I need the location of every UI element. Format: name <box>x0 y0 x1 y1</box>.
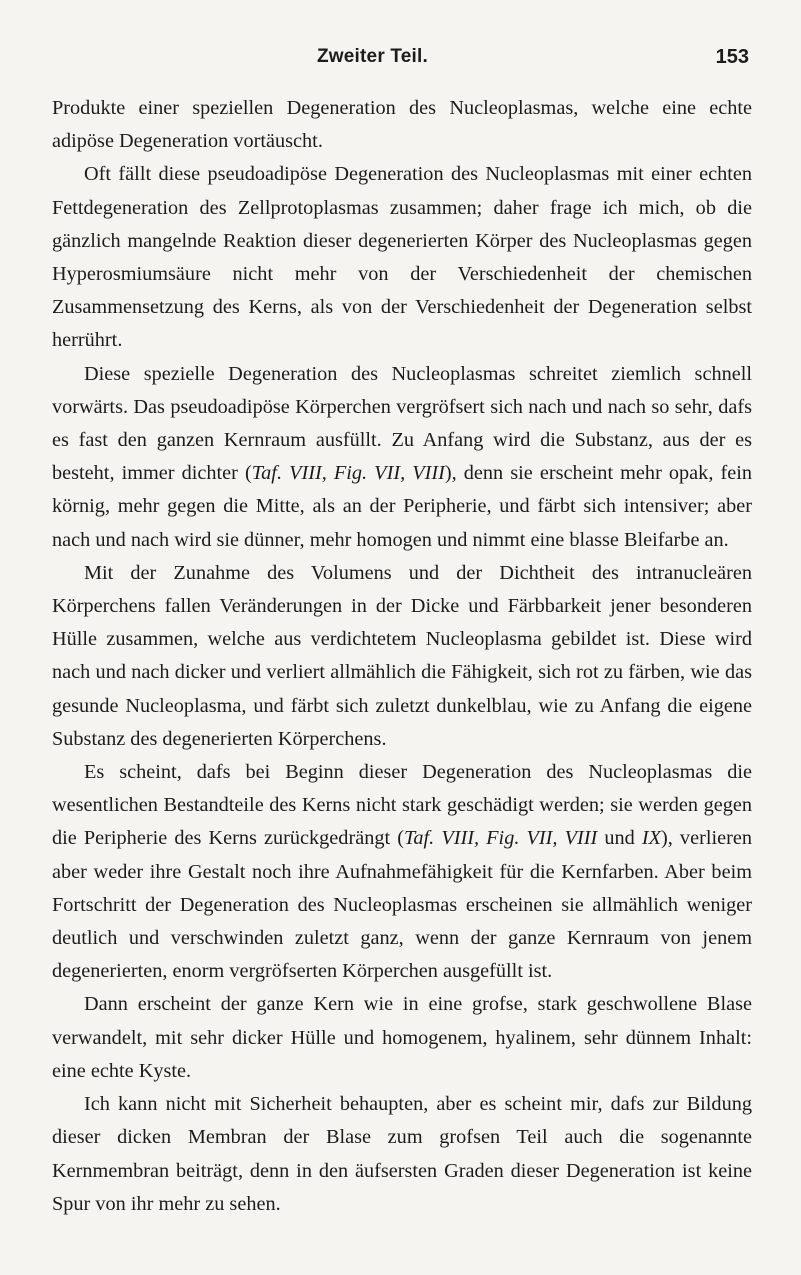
paragraph-text: Oft fällt diese pseudoadipöse Degeneration des Nucleoplasmas mit einer echten Fettdegeneration des Zellprotoplasmas zusammen; daher frage ich mich, ob die gänzlich mangelnde Reaktion dieser degenerierten Körper des Nucleoplasmas gegen Hyperosmiumsäure nicht mehr von der Verschiedenheit der chemischen Zusammensetzung des Kerns, als von der Verschiedenheit der Degeneration selbst herrührt. <box>52 163 752 352</box>
paragraph-text: Mit der Zunahme des Volumens und der Dichtheit des intranucleären Körperchens fallen Veränderungen in der Dicke und Färbbarkeit jener besonderen Hülle zusammen, welche aus verdichtetem Nucleoplasma gebildet ist. Diese wird nach und nach dicker und verliert allmählich die Fähigkeit, sich rot zu färben, wie das gesunde Nucleoplasma, und färbt sich zuletzt dunkelblau, wie zu Anfang die eigene Substanz des degenerierten Körperchens. <box>52 561 752 750</box>
paragraph <box>52 92 752 158</box>
paragraph-text: und <box>597 827 642 850</box>
paragraph-text: Dann erscheint der ganze Kern wie in eine grofse, stark geschwollene Blase verwandelt, mit sehr dicker Hülle und homogenem, hyalinem, sehr dünnem Inhalt: eine echte Kyste. <box>52 993 752 1082</box>
paragraph <box>52 1088 752 1221</box>
figure-reference: Taf. VIII, Fig. VII, VIII <box>251 462 445 485</box>
paragraph-text: Produkte einer speziellen Degeneration des Nucleoplasmas, welche eine echte adipöse Degeneration vortäuscht. <box>52 97 752 153</box>
paragraph <box>52 988 752 1088</box>
page-number: 153 <box>715 46 749 68</box>
paragraph-text: Ich kann nicht mit Sicherheit behaupten, aber es scheint mir, dafs zur Bildung dieser dicken Membran der Blase zum grofsen Teil auch die sogenannte Kernmembran beiträgt, denn in den äufsersten Graden dieser Degeneration ist keine Spur von ihr mehr zu sehen. <box>52 1093 752 1215</box>
paragraph-text: ), denn sie erscheint mehr opak, fein körnig, mehr gegen die Mitte, als an der Peripherie, und färbt sich intensiver; aber nach und nach wird sie dünner, mehr homogen und nimmt eine blasse Bleifarbe an. <box>52 462 752 551</box>
figure-reference: IX <box>641 827 661 850</box>
paragraph <box>52 756 752 988</box>
running-title: Zweiter Teil. <box>317 46 428 67</box>
paragraph <box>52 557 752 756</box>
running-header <box>0 46 801 76</box>
body-text <box>52 92 752 1221</box>
paragraph-text: Diese spezielle Degeneration des Nucleoplasmas schreitet ziemlich schnell vorwärts. Das pseudoadipöse Körperchen vergröfsert sich nach und nach so sehr, dafs es fast den ganzen Kernraum ausfüllt. Zu Anfang wird die Substanz, aus der es besteht, immer dichter ( <box>52 362 752 485</box>
figure-reference: Taf. VIII, Fig. VII, VIII <box>403 827 598 850</box>
paragraph-text: ), verlieren aber weder ihre Gestalt noch ihre Aufnahmefähigkeit für die Kernfarben. Aber beim Fortschritt der Degeneration des Nucleoplasmas erscheinen sie allmählich weniger deutlich und verschwinden zuletzt ganz, wenn der ganze Kernraum von jenem degenerierten, enorm vergröfserten Körperchen ausgefüllt ist. <box>52 827 752 983</box>
paragraph-text: Es scheint, dafs bei Beginn dieser Degeneration des Nucleoplasmas die wesentlichen Bestandteile des Kerns nicht stark geschädigt werden; sie werden gegen die Peripherie des Kerns zurückgedrängt ( <box>52 761 752 850</box>
paragraph <box>52 158 752 357</box>
paragraph <box>52 358 752 557</box>
